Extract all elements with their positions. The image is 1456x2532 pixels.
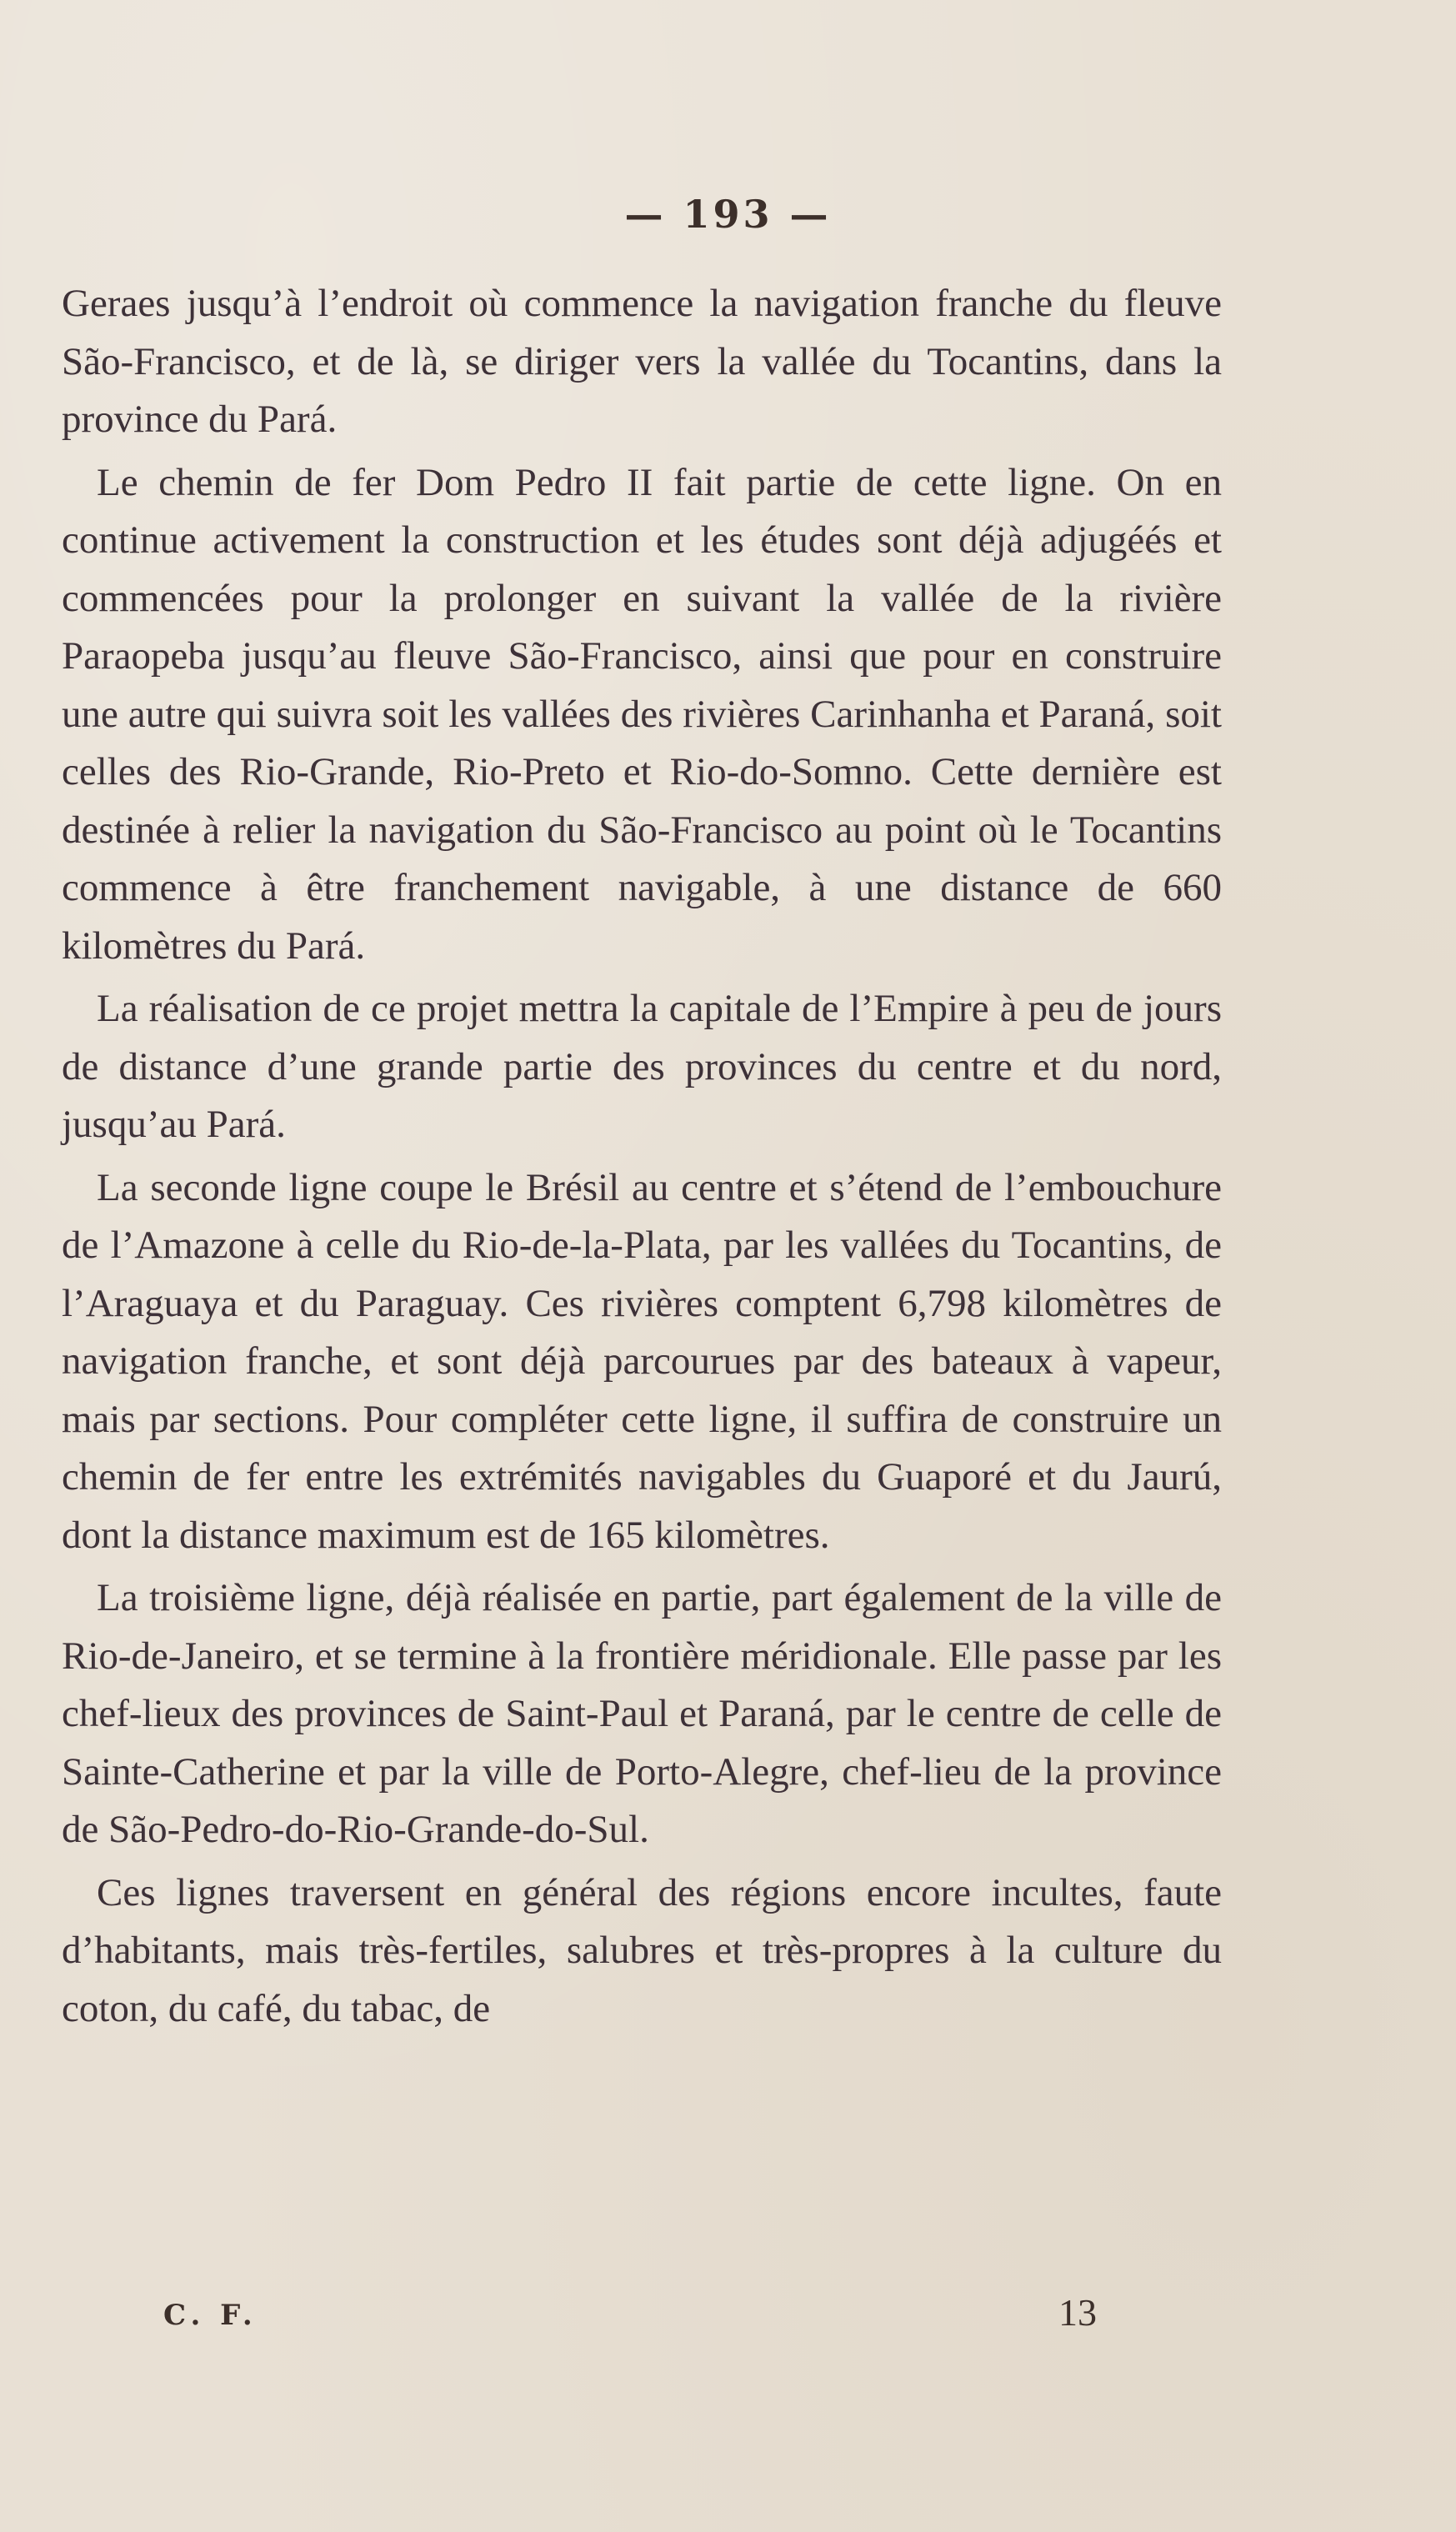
paragraph-6: Ces lignes traversent en général des régions encore incultes, faute d’habitants, mais très-fertiles, salubres et très-propres à la culture du coton, du café, du tabac, de: [62, 1870, 1222, 2030]
paragraph-4: La seconde ligne coupe le Brésil au centre et s’étend de l’embouchure de l’Amazone à celle du Rio-de-la-Plata, par les vallées du Tocantins, de l’Araguaya et du Paraguay. Ces rivières comptent 6,798 kilomètres de navigation franche, et sont déjà parcourues par des bateaux à vapeur, mais par sections. Pour compléter cette ligne, il suffira de construire un chemin de fer entre les extrémités navigables du Guaporé et du Jaurú, dont la distance maximum est de 165 kilomètres.: [62, 1165, 1222, 1557]
paragraph-5: La troisième ligne, déjà réalisée en partie, part également de la ville de Rio-de-Janeiro, et se termine à la frontière méridionale. Elle passe par les chef-lieux des provinces de Saint-Paul et Paraná, par le centre de celle de Sainte-Catherine et par la ville de Porto-Alegre, chef-lieu de la province de São-Pedro-do-Rio-Grande-do-Sul.: [62, 1576, 1222, 1851]
paragraph-2: Le chemin de fer Dom Pedro II fait partie de cette ligne. On en continue activement la construction et les études sont déjà adjugéés et commencées pour la prolonger en suivant la vallée de la rivière Paraopeba jusqu’au fleuve São-Francisco, ainsi que pour en construire une autre qui suivra soit les vallées des rivières Carinhanha et Paraná, soit celles des Rio-Grande, Rio-Preto et Rio-do-Somno. Cette dernière est destinée à relier la navigation du São-Francisco au point où le Tocantins commence à être franchement navigable, à une distance de 660 kilomètres du Pará.: [62, 460, 1222, 968]
paragraph-1: Geraes jusqu’à l’endroit où commence la navigation franche du fleuve São-Francisco, et de là, se diriger vers la vallée du Tocantins, dans la province du Pará.: [62, 282, 1222, 441]
sheet-number: 13: [1058, 2291, 1097, 2334]
printer-signature: C. F.: [163, 2299, 258, 2332]
page-number: — 193 —: [624, 192, 832, 237]
paragraph-3: La réalisation de ce projet mettra la capitale de l’Empire à peu de jours de distance d’une grande partie des provinces du centre et du nord, jusqu’au Pará.: [62, 987, 1222, 1146]
body-text: [62, 275, 1222, 2043]
